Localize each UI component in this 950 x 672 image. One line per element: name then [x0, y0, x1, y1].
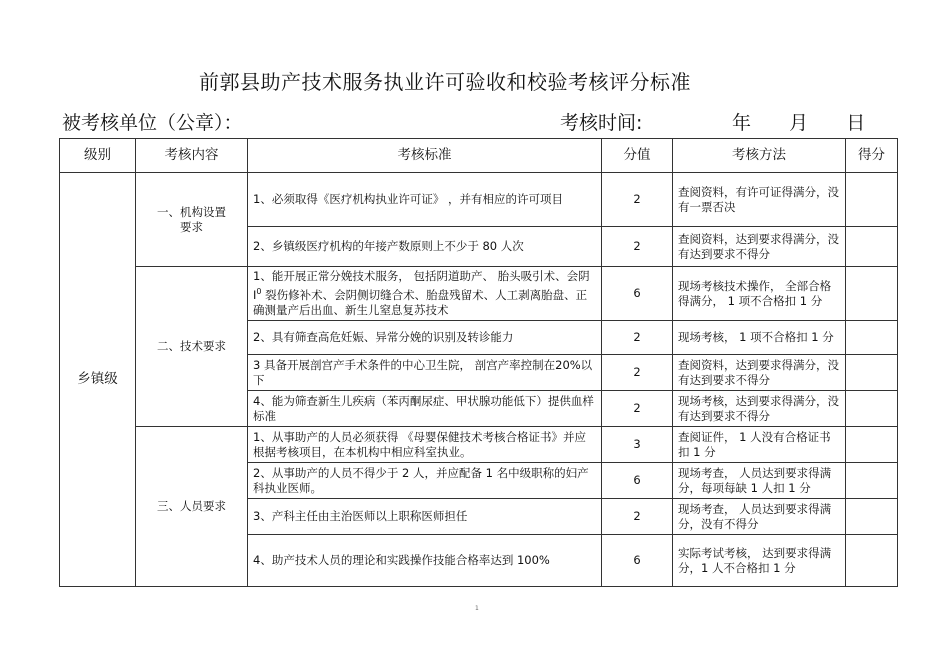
standard-cell: 4、助产技术人员的理论和实践操作技能合格率达到 100% [248, 535, 602, 587]
score-cell: 3 [602, 427, 673, 463]
page-number: 1 [475, 605, 479, 612]
standard-cell: 2、乡镇级医疗机构的年接产数原则上不少于 80 人次 [248, 227, 602, 267]
month-label: 月 [789, 112, 809, 134]
standard-cell: 3、产科主任由主治医师以上职称医师担任 [248, 499, 602, 535]
method-cell: 查阅证件， 1 人没有合格证书扣 1 分 [673, 427, 846, 463]
time-label: 考核时间: [560, 112, 643, 134]
score-cell: 2 [602, 173, 673, 227]
method-cell: 现场考核，达到要求得满分，没有达到要求不得分 [673, 391, 846, 427]
result-cell[interactable] [846, 321, 898, 355]
category-name: 二、技术要求 [157, 339, 226, 353]
standard-cell: 3 具备开展剖宫产手术条件的中心卫生院， 剖宫产率控制在20%以下 [248, 355, 602, 391]
score-cell: 6 [602, 267, 673, 321]
result-cell[interactable] [846, 499, 898, 535]
header-score: 分值 [602, 139, 673, 173]
method-cell: 现场考核， 1 项不合格扣 1 分 [673, 321, 846, 355]
result-cell[interactable] [846, 463, 898, 499]
level-cell: 乡镇级 [60, 173, 136, 587]
method-cell: 查阅资料，达到要求得满分，没有达到要求不得分 [673, 227, 846, 267]
table-row [60, 427, 898, 463]
table-row [60, 267, 898, 321]
standard-cell: 2、从事助产的人员不得少于 2 人，并应配备 1 名中级职称的妇产科执业医师。 [248, 463, 602, 499]
score-cell: 2 [602, 355, 673, 391]
score-cell: 2 [602, 391, 673, 427]
table-header-row [60, 139, 898, 173]
result-cell[interactable] [846, 355, 898, 391]
method-cell: 现场考查， 人员达到要求得满分，每项每缺 1 人扣 1 分 [673, 463, 846, 499]
header-result: 得分 [846, 139, 898, 173]
header-method: 考核方法 [673, 139, 846, 173]
method-cell: 现场考查， 人员达到要求得满分，没有不得分 [673, 499, 846, 535]
standard-cell: 1、从事助产的人员必须获得 《母婴保健技术考核合格证书》并应根据考核项目，在本机构中相应科室执业。 [248, 427, 602, 463]
standard-cell: 4、能为筛查新生儿疾病（苯丙酮尿症、甲状腺功能低下）提供血样标准 [248, 391, 602, 427]
header-content: 考核内容 [136, 139, 248, 173]
method-cell: 查阅资料，达到要求得满分，没有达到要求不得分 [673, 355, 846, 391]
method-cell: 查阅资料，有许可证得满分，没有一票否决 [673, 173, 846, 227]
standard-cell: 1、必须取得《医疗机构执业许可证》 ，并有相应的许可项目 [248, 173, 602, 227]
score-cell: 6 [602, 535, 673, 587]
result-cell[interactable] [846, 227, 898, 267]
year-label: 年 [732, 112, 752, 134]
result-cell[interactable] [846, 535, 898, 587]
category-name: 一、机构设置 [157, 204, 226, 219]
score-cell: 2 [602, 499, 673, 535]
score-cell: 2 [602, 227, 673, 267]
standard-cell: 1、能开展正常分娩技术服务， 包括阴道助产、 胎头吸引术、会阴 $I^0$ 裂伤修补术、会阴侧切缝合术、胎盘残留术、人工剥离胎盘、正确测量产后出血、新生儿窒息复苏技术 [248, 267, 602, 321]
table-row [60, 173, 898, 227]
category-cell [136, 267, 248, 427]
result-cell[interactable] [846, 427, 898, 463]
method-cell: 现场考核技术操作， 全部合格得满分， 1 项不合格扣 1 分 [673, 267, 846, 321]
date-fields [732, 108, 865, 135]
method-cell: 实际考试考核， 达到要求得满分，1 人不合格扣 1 分 [673, 535, 846, 587]
unit-label: 被考核单位（公章）： [62, 112, 243, 134]
category-cell [136, 173, 248, 267]
category-name-cont: 要求 [180, 219, 203, 234]
category-cell [136, 427, 248, 587]
header-standard: 考核标准 [248, 139, 602, 173]
scoring-table [59, 138, 898, 587]
score-cell: 2 [602, 321, 673, 355]
header-level: 级别 [60, 139, 136, 173]
result-cell[interactable] [846, 267, 898, 321]
result-cell[interactable] [846, 173, 898, 227]
score-cell: 6 [602, 463, 673, 499]
document-title: 前郭县助产技术服务执业许可验收和校验考核评分标准 [199, 70, 691, 94]
category-name: 三、人员要求 [157, 499, 226, 513]
result-cell[interactable] [846, 391, 898, 427]
day-label: 日 [846, 112, 866, 134]
standard-cell: 2、具有筛查高危妊娠、异常分娩的识别及转诊能力 [248, 321, 602, 355]
